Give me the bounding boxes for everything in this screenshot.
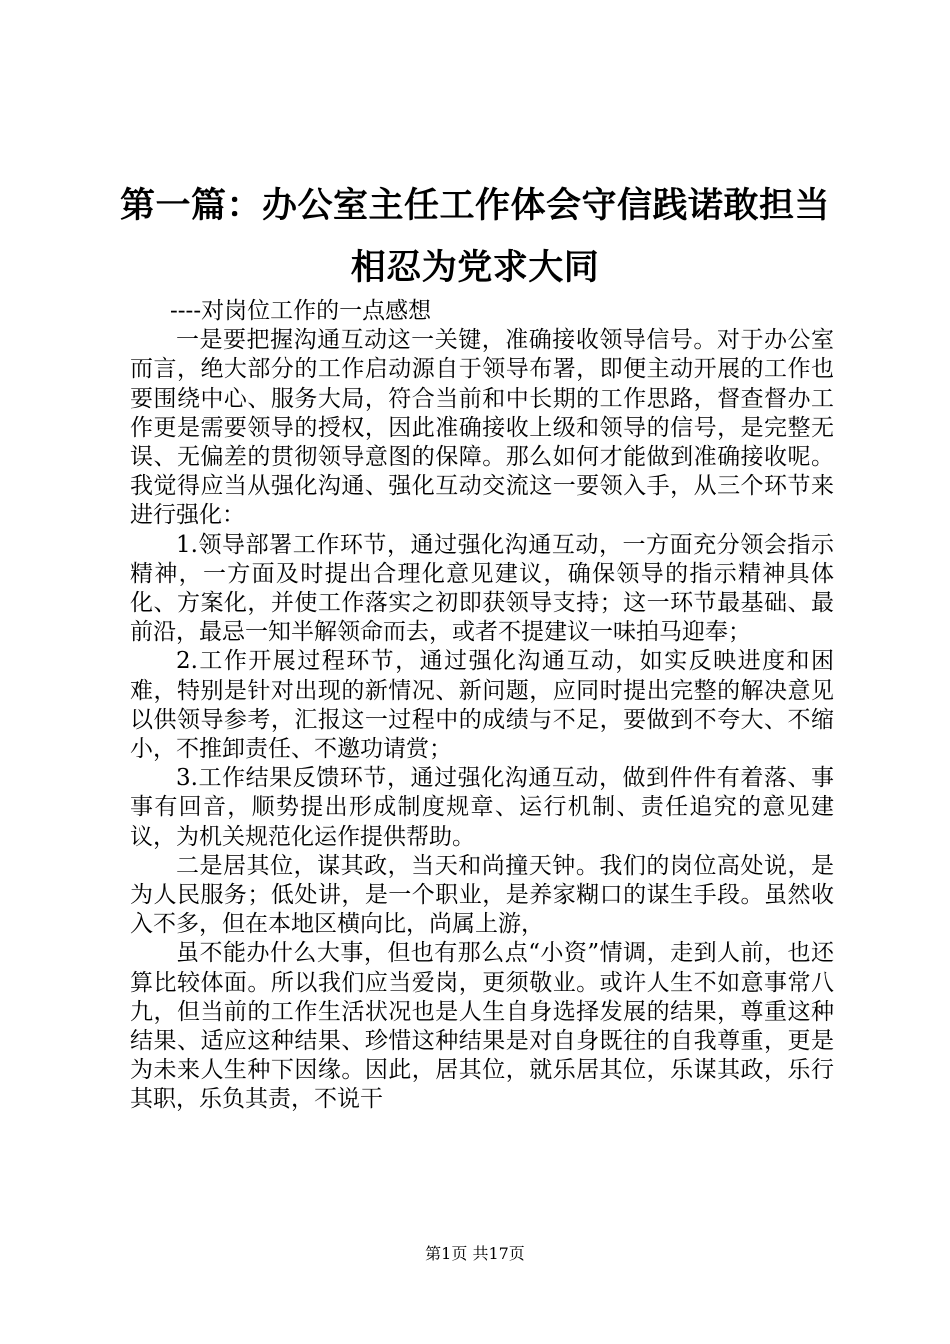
paragraph-1: 一是要把握沟通互动这一关键，准确接收领导信号。对于办公室而言，绝大部分的工作启动源自于领导布署，即便主动开展的工作也要围绕中心、服务大局，符合当前和中长期的工作思路，督查督办工作更是需要领导的授权，因此准确接收上级和领导的信号，是完整无误、无偏差的贯彻领导意图的保障。那么如何才能做到准确接收呢。我觉得应当从强化沟通、强化互动交流这一要领入手，从三个环节来进行强化： — [130, 327, 834, 529]
page-footer: 第1页 共17页 — [425, 1244, 525, 1263]
document-body — [130, 297, 834, 1115]
document-title-line-2: 相忍为党求大同 — [350, 247, 600, 288]
paragraph-6: 虽不能办什么大事，但也有那么点“小资”情调，走到人前，也还算比较体面。所以我们应当爱岗，更须敬业。或许人生不如意事常八九，但当前的工作生活状况也是人生自身选择发展的结果，尊重这种结果、适应这种结果、珍惜这种结果是对自身既往的自我尊重，更是为未来人生种下因缘。因此，居其位，就乐居其位，乐谋其政，乐行其职，乐负其责，不说干 — [130, 940, 834, 1113]
document-title-line-1: 第一篇：办公室主任工作体会守信践诺敢担当 — [119, 185, 830, 226]
paragraph-4: 3.工作结果反馈环节，通过强化沟通互动，做到件件有着落、事事有回音，顺势提出形成制度规章、运行机制、责任追究的意见建议，为机关规范化运作提供帮助。 — [130, 765, 834, 850]
paragraph-3: 2.工作开展过程环节，通过强化沟通互动，如实反映进度和困难，特别是针对出现的新情况、新问题，应同时提出完整的解决意见以供领导参考，汇报这一过程中的成绩与不足，要做到不夸大、不缩小，不推卸责任、不邀功请赏； — [130, 648, 834, 763]
document-subtitle: ----对岗位工作的一点感想 — [170, 298, 432, 324]
paragraph-2: 1.领导部署工作环节，通过强化沟通互动，一方面充分领会指示精神，一方面及时提出合理化意见建议，确保领导的指示精神具体化、方案化，并使工作落实之初即获领导支持；这一环节最基础、最前沿，最忌一知半解领命而去，或者不提建议一味拍马迎奉； — [130, 531, 834, 646]
paragraph-5: 二是居其位，谋其政，当天和尚撞天钟。我们的岗位高处说，是为人民服务；低处讲，是一个职业，是养家糊口的谋生手段。虽然收入不多，但在本地区横向比，尚属上游， — [130, 852, 834, 938]
